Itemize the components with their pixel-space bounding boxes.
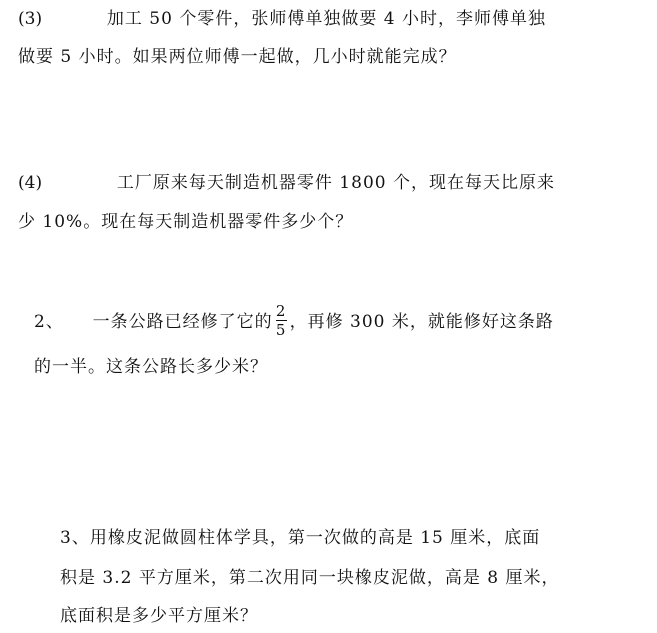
fraction-numerator: 2 [275,302,287,320]
problem-2-label: 2、 [34,312,64,332]
problem-2-text-pre: 一条公路已经修了它的 [92,312,273,332]
problem-2-line-1 [34,302,554,340]
problem-4-text-line-1: 工厂原来每天制造机器零件 1800 个，现在每天比原来 [116,173,555,193]
problem-3b-line-1: 3、用橡皮泥做圆柱体学具，第一次做的高是 15 厘米，底面 [60,528,541,548]
problem-4-line-2: 少 10%。现在每天制造机器零件多少个？ [18,212,354,232]
problem-2-line-2: 的一半。这条公路长多少米？ [34,357,268,377]
fraction-denominator: 5 [275,321,287,339]
problem-3-text-line-1: 加工 50 个零件，张师傅单独做要 4 小时，李师傅单独 [106,9,546,29]
problem-3b-line-3: 底面积是多少平方厘米？ [60,606,258,626]
problem-4-label: (4) [18,173,43,193]
problem-3-line-2: 做要 5 小时。如果两位师傅一起做，几小时就能完成？ [18,47,457,67]
problem-3-line-1 [18,8,546,30]
problem-3b-line-2: 积是 3.2 平方厘米，第二次用同一块橡皮泥做，高是 8 厘米， [60,568,560,588]
problem-3-label: (3) [18,9,43,29]
problem-4-line-1 [18,172,555,194]
fraction-two-fifths [276,303,287,338]
problem-2-text-post: ，再修 300 米，就能修好这条路 [289,312,554,332]
